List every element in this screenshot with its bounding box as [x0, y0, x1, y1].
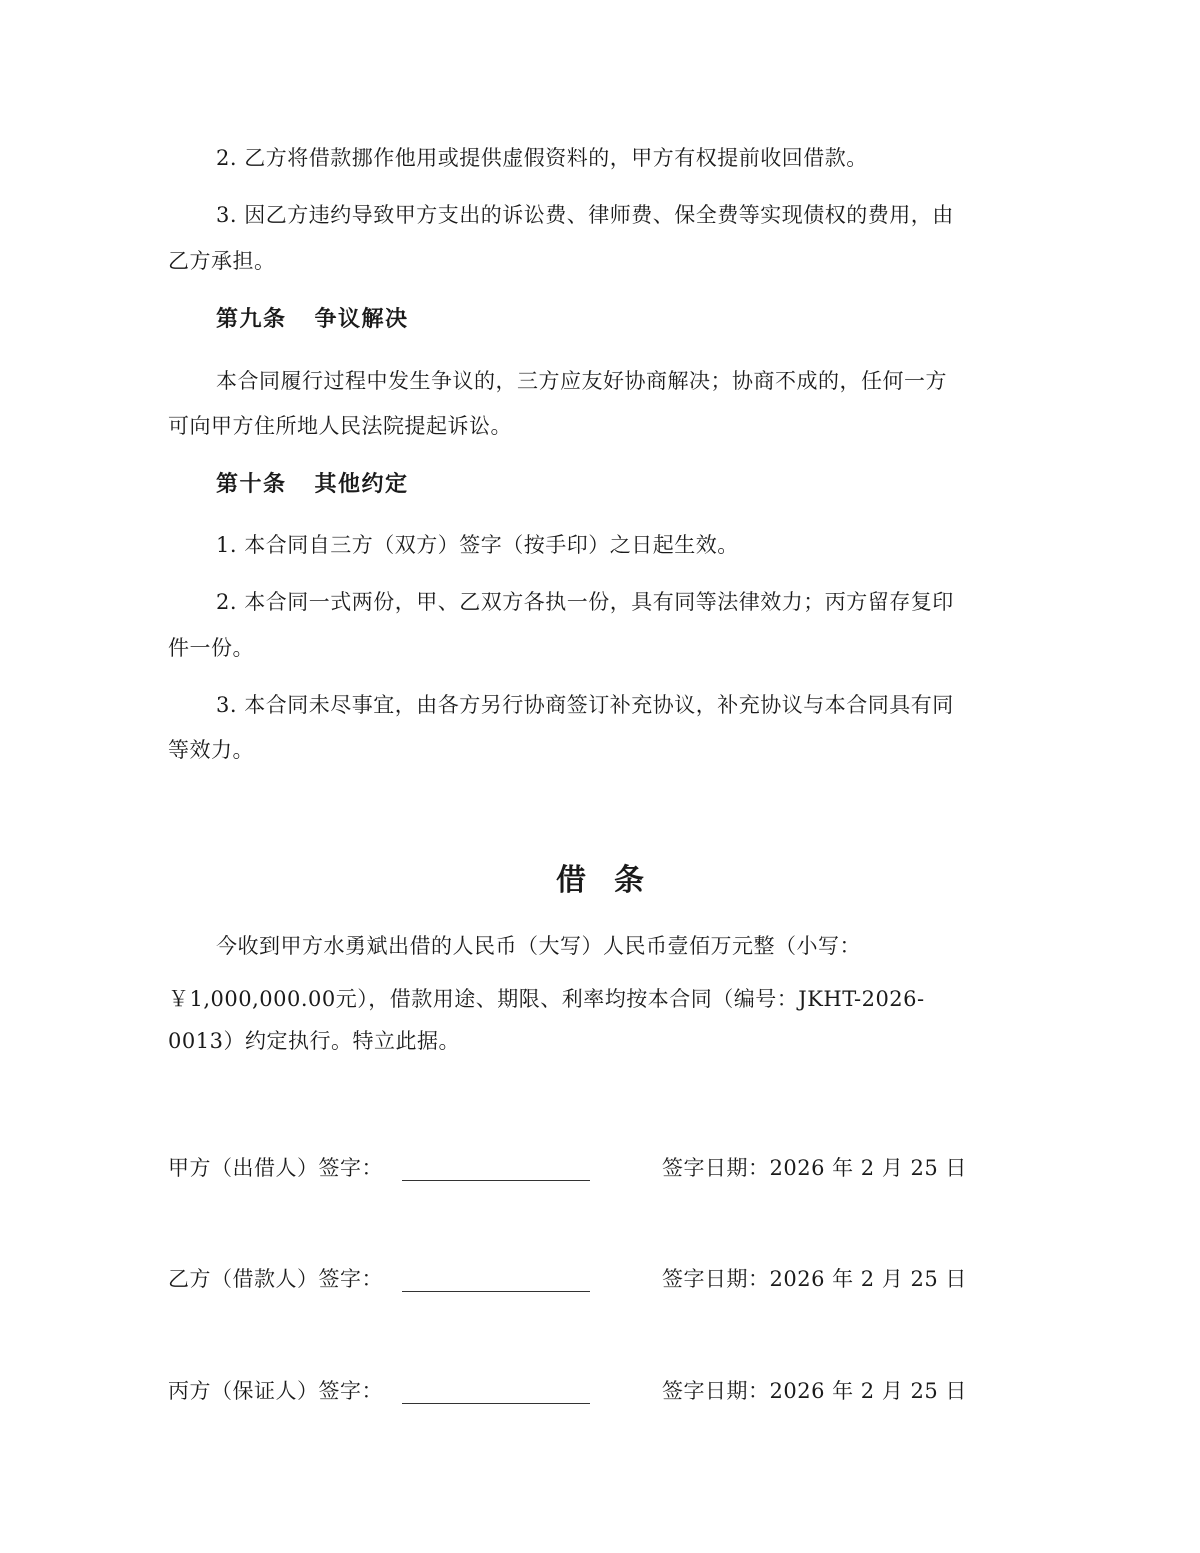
article-9-line-2: 可向甲方住所地人民法院提起诉讼。 — [168, 414, 512, 438]
iou-line-1: 今收到甲方水勇斌出借的人民币（大写）人民币壹佰万元整（小写： — [216, 934, 861, 958]
signature-date: 签字日期：2026 年 2 月 25 日 — [662, 1379, 967, 1403]
article-10-title: 其他约定 — [314, 471, 409, 497]
iou-line-3: 0013）约定执行。特立此据。 — [168, 1029, 460, 1053]
signature-line[interactable] — [402, 1403, 590, 1404]
signature-date: 签字日期：2026 年 2 月 25 日 — [662, 1156, 967, 1180]
article-9-line-1: 本合同履行过程中发生争议的，三方应友好协商解决；协商不成的，任何一方 — [216, 369, 947, 393]
article-9-number: 第九条 — [216, 306, 287, 332]
article-9-title: 争议解决 — [314, 306, 409, 332]
article-10-item-1: 1. 本合同自三方（双方）签字（按手印）之日起生效。 — [216, 533, 739, 557]
article-10-item-3-line-2: 等效力。 — [168, 738, 254, 762]
signature-row-lender — [168, 1153, 1068, 1183]
breach-item-3-line-1: 3. 因乙方违约导致甲方支出的诉讼费、律师费、保全费等实现债权的费用，由 — [216, 203, 954, 227]
signature-line[interactable] — [402, 1180, 590, 1181]
article-10-item-2-line-2: 件一份。 — [168, 636, 254, 660]
article-10-item-2-line-1: 2. 本合同一式两份，甲、乙双方各执一份，具有同等法律效力；丙方留存复印 — [216, 590, 954, 614]
article-10-number: 第十条 — [216, 471, 287, 497]
signature-row-guarantor — [168, 1376, 1068, 1406]
breach-item-3-line-2: 乙方承担。 — [168, 249, 276, 273]
iou-title: 借条 — [556, 863, 672, 898]
signature-label: 甲方（出借人）签字： — [168, 1156, 383, 1180]
signature-date: 签字日期：2026 年 2 月 25 日 — [662, 1267, 967, 1291]
signature-label: 乙方（借款人）签字： — [168, 1267, 383, 1291]
signature-line[interactable] — [402, 1291, 590, 1292]
breach-item-2: 2. 乙方将借款挪作他用或提供虚假资料的，甲方有权提前收回借款。 — [216, 146, 868, 170]
signature-row-borrower — [168, 1264, 1068, 1294]
iou-line-2: ￥1,000,000.00元），借款用途、期限、利率均按本合同（编号：JKHT-2026- — [168, 987, 925, 1011]
signature-label: 丙方（保证人）签字： — [168, 1379, 383, 1403]
article-9-heading — [216, 304, 409, 334]
article-10-heading — [216, 469, 409, 499]
article-10-item-3-line-1: 3. 本合同未尽事宜，由各方另行协商签订补充协议，补充协议与本合同具有同 — [216, 693, 954, 717]
